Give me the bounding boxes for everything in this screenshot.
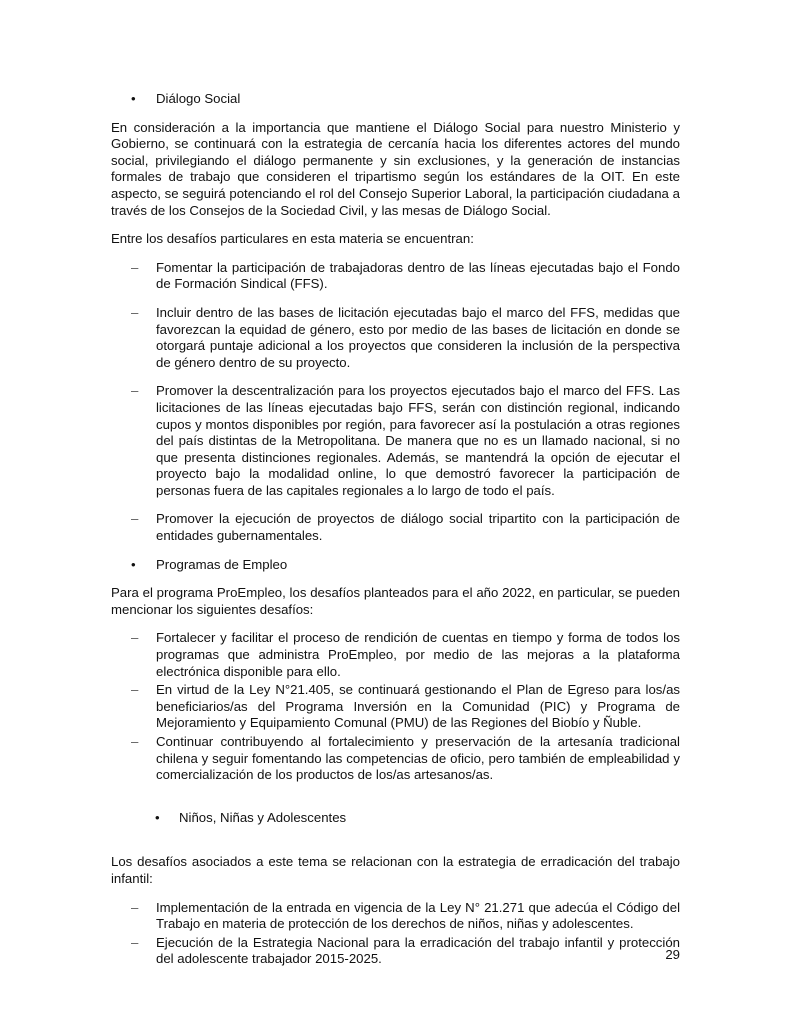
paragraph: Los desafíos asociados a este tema se relacionan con la estrategia de erradicación del trabajo infantil: (111, 854, 680, 886)
section-heading-text: Diálogo Social (156, 91, 241, 106)
bullet-icon: • (131, 91, 136, 106)
dash-icon: – (131, 734, 139, 749)
section-heading-text: Niños, Niñas y Adolescentes (179, 809, 347, 825)
list-item (111, 511, 680, 544)
list-item (111, 630, 680, 680)
dash-icon: – (131, 899, 139, 915)
dash-icon: – (131, 304, 139, 320)
section-heading-text: Programas de Empleo (156, 556, 288, 572)
section-heading-ninos (111, 810, 680, 827)
dash-list (111, 630, 680, 783)
list-item (111, 734, 680, 784)
list-item (111, 260, 680, 293)
page-content (111, 91, 680, 980)
paragraph: En consideración a la importancia que mantiene el Diálogo Social para nuestro Ministerio y Gobierno, se continuará con la estrategia de cercanía hacia los diferentes actores del mundo social, privilegiando el diálogo permanente y sin exclusiones, y la generación de instancias formales de trabajo que consideren el tripartismo según los estándares de la OIT. En este aspecto, se seguirá potenciando el rol del Consejo Superior Laboral, la participación ciudadana a través de los Consejos de la Sociedad Civil, y las mesas de Diálogo Social. (111, 119, 680, 218)
list-item (111, 900, 680, 933)
list-item-text: Fortalecer y facilitar el proceso de rendición de cuentas en tiempo y forma de todos los programas que administra ProEmpleo, por medio de las mejoras a la plataforma electrónica disponible para ello. (156, 630, 680, 679)
dash-list (111, 260, 680, 545)
dash-list (111, 900, 680, 968)
dash-icon: – (131, 682, 139, 698)
list-item-text: Implementación de la entrada en vigencia de la Ley N° 21.271 que adecúa el Código del Trabajo en materia de protección de los derechos de niños, niñas y adolescentes. (156, 899, 680, 932)
dash-icon: – (131, 934, 139, 950)
list-item-text: Promover la descentralización para los proyectos ejecutados bajo el marco del FFS. Las licitaciones de las líneas ejecutadas bajo FFS, serán con distinción regional, indicando cupos y montos disponibles por región, para favorecer así la postulación a otras regiones del país distintas de la Metropolitana. De manera que no es un llamado nacional, si no que presenta distinciones regionales. Además, se mantendrá la opción de ejecutar el proyecto bajo la modalidad online, lo que demostró favorecer la participación de personas fuera de las capitales regionales a lo largo de todo el país. (156, 383, 680, 498)
paragraph: Para el programa ProEmpleo, los desafíos planteados para el año 2022, en particular, se pueden mencionar los siguientes desafíos: (111, 585, 680, 617)
page-number: 29 (665, 947, 680, 962)
section-heading-dialogo-social (111, 91, 680, 108)
dash-icon: – (131, 259, 139, 275)
list-item (111, 682, 680, 732)
list-item-text: En virtud de la Ley N°21.405, se continuará gestionando el Plan de Egreso para los/as beneficiarios/as del Programa Inversión en la Comunidad (PIC) y Programa de Mejoramiento y Equipamiento Comunal (PMU) de las Regiones del Biobío y Ñuble. (156, 682, 680, 731)
list-item (111, 935, 680, 968)
list-item-text: Continuar contribuyendo al fortalecimiento y preservación de la artesanía tradicional chilena y seguir fomentando las competencias de oficio, pero también de empleabilidad y comercialización de los productos de los/as artesanos/as. (156, 734, 680, 783)
bullet-icon: • (131, 556, 136, 572)
section-heading-programas-empleo (111, 557, 680, 574)
dash-icon: – (131, 630, 139, 646)
paragraph: Entre los desafíos particulares en esta materia se encuentran: (111, 231, 474, 247)
list-item-text: Incluir dentro de las bases de licitación ejecutadas bajo el marco del FFS, medidas que favorezcan la equidad de género, esto por medio de las bases de licitación en donde se otorgará puntaje adicional a los proyectos que consideren la inclusión de la perspectiva de género dentro de su proyecto. (156, 304, 680, 370)
list-item (111, 383, 680, 499)
list-item-text: Promover la ejecución de proyectos de diálogo social tripartito con la participación de entidades gubernamentales. (156, 511, 680, 544)
bullet-icon: • (155, 809, 160, 825)
list-item-text: Ejecución de la Estrategia Nacional para la erradicación del trabajo infantil y protección del adolescente trabajador 2015-2025. (156, 934, 680, 967)
list-item-text: Fomentar la participación de trabajadoras dentro de las líneas ejecutadas bajo el Fondo de Formación Sindical (FFS). (156, 259, 680, 292)
dash-icon: – (131, 383, 139, 399)
list-item (111, 305, 680, 371)
dash-icon: – (131, 511, 139, 527)
